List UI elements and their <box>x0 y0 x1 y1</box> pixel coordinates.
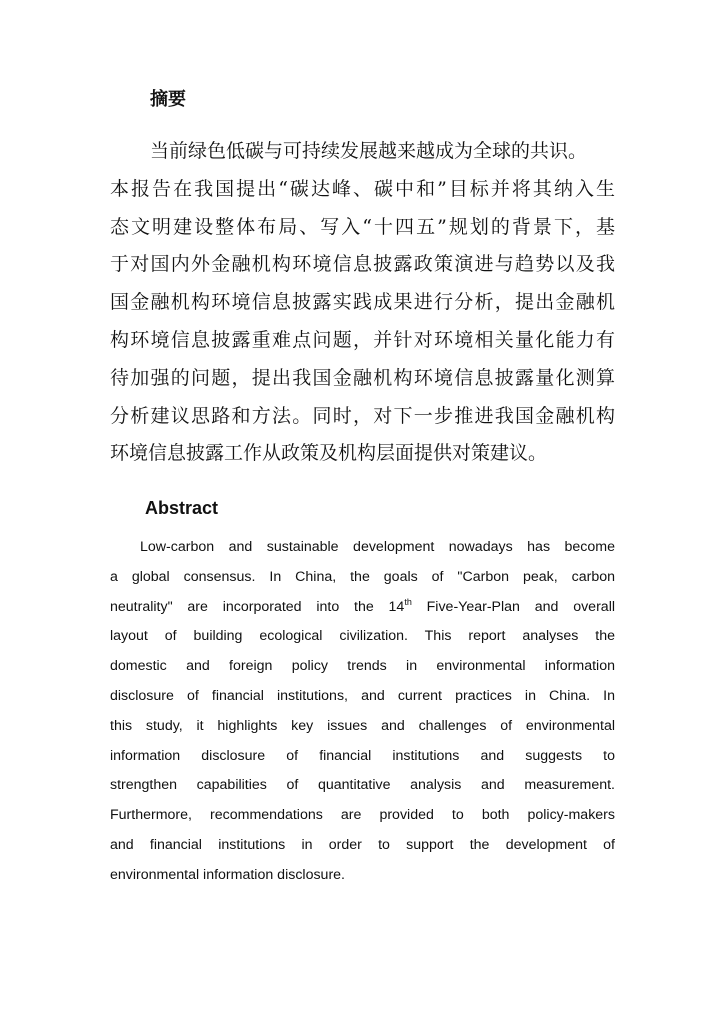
chinese-abstract-body <box>110 133 615 473</box>
english-abstract-line: domestic and foreign policy trends in environmental information <box>110 658 615 675</box>
chinese-abstract-heading: 摘要 <box>150 89 186 110</box>
english-abstract-line: Low-carbon and sustainable development nowadays has become <box>140 539 615 555</box>
chinese-abstract-line: 于对国内外金融机构环境信息披露政策演进与趋势以及我 <box>110 253 615 276</box>
english-abstract-line: and financial institutions in order to support the development of <box>110 836 615 853</box>
chinese-abstract-line: 环境信息披露工作从政策及机构层面提供对策建议。 <box>110 442 548 465</box>
english-abstract-line <box>110 593 615 623</box>
chinese-abstract-line: 待加强的问题，提出我国金融机构环境信息披露量化测算 <box>110 366 615 389</box>
chinese-abstract-line: 态文明建设整体布局、写入“十四五”规划的背景下，基 <box>110 215 615 238</box>
english-abstract-line: strengthen capabilities of quantitative analysis and measurement. <box>110 777 615 794</box>
english-abstract-heading: Abstract <box>145 498 219 518</box>
english-abstract-body <box>110 533 615 891</box>
english-abstract-line: environmental information disclosure. <box>110 866 345 883</box>
english-abstract-line: this study, it highlights key issues and challenges of environmental <box>110 717 615 734</box>
english-abstract-line: information disclosure of financial institutions and suggests to <box>110 747 615 764</box>
english-abstract-line: layout of building ecological civilization. This report analyses the <box>110 628 615 645</box>
chinese-abstract-line: 本报告在我国提出“碳达峰、碳中和”目标并将其纳入生 <box>110 177 615 200</box>
english-abstract-line: disclosure of financial institutions, and current practices in China. In <box>110 687 615 704</box>
chinese-abstract-line: 分析建议思路和方法。同时，对下一步推进我国金融机构 <box>110 404 615 427</box>
line-text: Five-Year-Plan and overall <box>411 598 615 615</box>
chinese-abstract-line: 当前绿色低碳与可持续发展越来越成为全球的共识。 <box>150 140 588 162</box>
superscript-ordinal: th <box>404 596 412 607</box>
chinese-abstract-line: 国金融机构环境信息披露实践成果进行分析，提出金融机 <box>110 291 615 314</box>
english-abstract-line: a global consensus. In China, the goals of "Carbon peak, carbon <box>110 568 615 585</box>
chinese-abstract-line: 构环境信息披露重难点问题，并针对环境相关量化能力有 <box>110 328 615 351</box>
english-abstract-line: Furthermore, recommendations are provided to both policy-makers <box>110 807 615 824</box>
line-text: neutrality" are incorporated into the 14 <box>110 598 405 615</box>
